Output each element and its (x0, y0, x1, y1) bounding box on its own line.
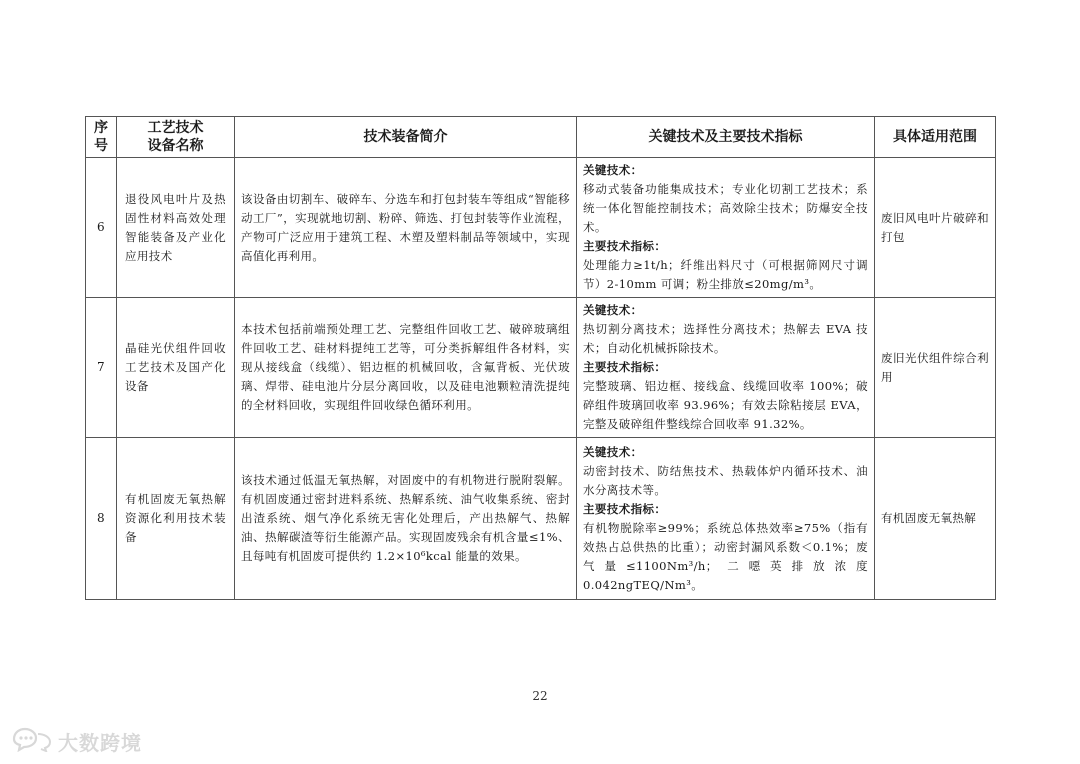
row-key-tech (577, 298, 875, 438)
row-scope: 废旧光伏组件综合利用 (875, 298, 996, 438)
row-name: 有机固废无氧热解资源化利用技术装备 (117, 438, 235, 600)
row-intro: 该设备由切割车、破碎车、分选车和打包封装车等组成“智能移动工厂”，实现就地切割、粉碎、筛选、打包封装等作业流程，产物可广泛应用于建筑工程、木塑及塑料制品等领域中，实现高值化再利用。 (235, 158, 577, 298)
header-key: 关键技术及主要技术指标 (577, 117, 875, 158)
row-key-tech (577, 438, 875, 600)
row-name: 退役风电叶片及热固性材料高效处理智能装备及产业化应用技术 (117, 158, 235, 298)
watermark-text: 大数跨境 (58, 730, 142, 755)
indicator-text: 处理能力≥1t/h；纤维出料尺寸（可根据筛网尺寸调节）2-10mm 可调；粉尘排放≤20mg/m³。 (583, 258, 868, 291)
key-tech-text: 动密封技术、防结焦技术、热载体炉内循环技术、油水分离技术等。 (583, 463, 868, 497)
row-index: 6 (86, 158, 117, 298)
table-header-row (86, 117, 996, 158)
row-intro: 该技术通过低温无氧热解，对固废中的有机物进行脱附裂解。有机固废通过密封进料系统、热解系统、油气收集系统、密封出渣系统、烟气净化系统无害化处理后，产出热解气、热解油、热解碳渣等衍生能源产品。实现固废残余有机含量≤1%、且每吨有机固废可提供约 1.2×10⁶kcal 能量的效果。 (235, 438, 577, 600)
key-tech-text: 热切割分离技术；选择性分离技术；热解去 EVA 技术；自动化机械拆除技术。 (583, 322, 868, 355)
row-key-tech (577, 158, 875, 298)
key-tech-label: 关键技术： (583, 444, 643, 459)
row-index: 7 (86, 298, 117, 438)
row-intro: 本技术包括前端预处理工艺、完整组件回收工艺、破碎玻璃组件回收工艺、硅材料提纯工艺等，可分类拆解组件各材料，实现从接线盒（线缆）、铝边框的机械回收，含氟背板、光伏玻璃、焊带、硅电池片分层分离回收，以及硅电池颗粒清洗提纯的全材料回收，实现组件回收绿色循环利用。 (235, 298, 577, 438)
row-index: 8 (86, 438, 117, 600)
indicator-text: 有机物脱除率≥99%；系统总体热效率≥75%（指有效热占总供热的比重）；动密封漏风系数＜0.1%；废气量≤1100Nm³/h；二噁英排放浓度 0.042ngTEQ/Nm³。 (583, 520, 868, 592)
header-name: 工艺技术 设备名称 (117, 117, 235, 158)
table-row (86, 158, 996, 298)
key-tech-label: 关键技术： (583, 303, 643, 317)
header-index: 序号 (86, 117, 117, 158)
row-scope: 有机固废无氧热解 (875, 438, 996, 600)
chat-bubble-logo-icon (10, 726, 54, 756)
row-name: 晶硅光伏组件回收工艺技术及国产化设备 (117, 298, 235, 438)
watermark (10, 726, 142, 756)
indicator-label: 主要技术指标： (583, 360, 667, 374)
page-number: 22 (532, 689, 548, 703)
key-tech-label: 关键技术： (583, 163, 643, 177)
table-row (86, 298, 996, 438)
indicator-label: 主要技术指标： (583, 239, 667, 253)
header-intro: 技术装备简介 (235, 117, 577, 158)
indicator-text: 完整玻璃、铝边框、接线盒、线缆回收率 100%；破碎组件玻璃回收率 93.96%；有效去除粘接层 EVA，完整及破碎组件整线综合回收率 91.32%。 (583, 379, 868, 431)
indicator-label: 主要技术指标： (583, 501, 667, 516)
row-scope: 废旧风电叶片破碎和打包 (875, 158, 996, 298)
key-tech-text: 移动式装备功能集成技术；专业化切割工艺技术；系统一体化智能控制技术；高效除尘技术；防爆安全技术。 (583, 182, 868, 234)
header-scope: 具体适用范围 (875, 117, 996, 158)
table-row (86, 438, 996, 600)
technology-table (85, 116, 996, 600)
